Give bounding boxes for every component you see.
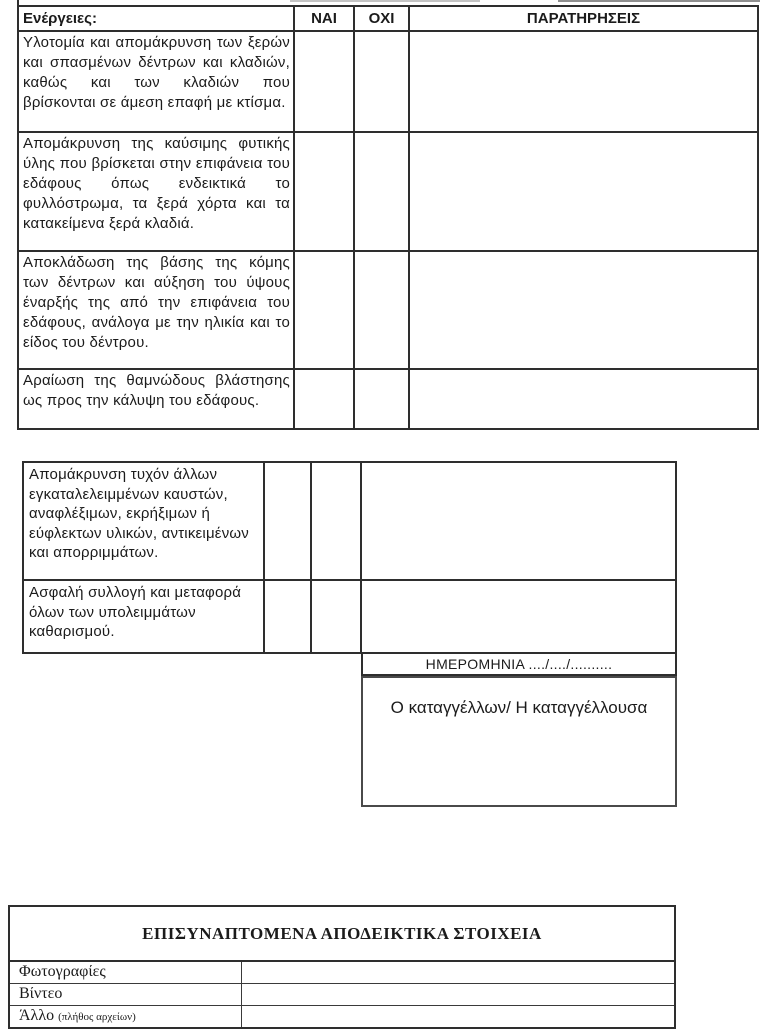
table-row <box>9 1006 675 1029</box>
page-crop-artifact <box>290 0 480 2</box>
no-cell[interactable] <box>354 31 409 132</box>
actions-checklist-table <box>17 5 759 430</box>
header-remarks: ΠΑΡΑΤΗΡΗΣΕΙΣ <box>409 6 758 31</box>
page-crop-artifact <box>558 0 760 2</box>
remarks-cell[interactable] <box>409 31 758 132</box>
evidence-label-other: Άλλο (πλήθος αρχείων) <box>9 1006 241 1029</box>
action-text: Ασφαλή συλλογή και μεταφορά όλων των υπολειμμάτων καθαρισμού. <box>23 580 264 653</box>
yes-cell[interactable] <box>264 462 311 580</box>
action-text: Απομάκρυνση της καύσιμης φυτικής ύλης που βρίσκεται στην επιφάνεια του εδάφους όπως ενδεικτικά το φυλλόστρωμα, τα ξερά χόρτα και τα κατακείμενα ξερά κλαδιά. <box>18 132 294 251</box>
no-cell[interactable] <box>311 462 361 580</box>
table-row <box>23 580 676 653</box>
evidence-label-photos: Φωτογραφίες <box>9 961 241 984</box>
header-no: ΟΧΙ <box>354 6 409 31</box>
no-cell[interactable] <box>311 580 361 653</box>
action-text: Απομάκρυνση τυχόν άλλων εγκαταλελειμμένων καυστών, αναφλέξιμων, εκρήξιμων ή εύφλεκτων υλικών, αντικειμένων και απορριμμάτων. <box>23 462 264 580</box>
remarks-cell[interactable] <box>361 580 676 653</box>
no-cell[interactable] <box>354 132 409 251</box>
table-row <box>18 369 758 429</box>
secondary-checklist-table <box>22 461 677 654</box>
header-actions: Ενέργειες: <box>18 6 294 31</box>
evidence-title: ΕΠΙΣΥΝΑΠΤΟΜΕΝΑ ΑΠΟΔΕΙΚΤΙΚΑ ΣΤΟΙΧΕΙΑ <box>9 906 675 961</box>
table-row <box>18 251 758 369</box>
yes-cell[interactable] <box>294 251 354 369</box>
table-row <box>9 984 675 1006</box>
yes-cell[interactable] <box>294 31 354 132</box>
evidence-value-cell[interactable] <box>241 961 675 984</box>
header-yes: ΝΑΙ <box>294 6 354 31</box>
remarks-cell[interactable] <box>409 369 758 429</box>
remarks-cell[interactable] <box>409 251 758 369</box>
table-row <box>23 462 676 580</box>
yes-cell[interactable] <box>264 580 311 653</box>
action-text: Αραίωση της θαμνώδους βλάστησης ως προς την κάλυψη του εδάφους. <box>18 369 294 429</box>
table-row <box>18 31 758 132</box>
evidence-label-video: Βίντεο <box>9 984 241 1006</box>
action-text: Υλοτομία και απομάκρυνση των ξερών και σπασμένων δέντρων και κλαδιών, καθώς και των κλαδιών που βρίσκονται σε άμεση επαφή με κτίσμα. <box>18 31 294 132</box>
evidence-value-cell[interactable] <box>241 1006 675 1029</box>
table-row <box>9 961 675 984</box>
remarks-cell[interactable] <box>361 462 676 580</box>
yes-cell[interactable] <box>294 132 354 251</box>
evidence-value-cell[interactable] <box>241 984 675 1006</box>
action-text: Αποκλάδωση της βάσης της κόμης των δέντρων και αύξηση του ύψους έναρξής της από την επιφάνεια του εδάφους, ανάλογα με την ηλικία και το είδος του δέντρου. <box>18 251 294 369</box>
yes-cell[interactable] <box>294 369 354 429</box>
table-row <box>18 132 758 251</box>
no-cell[interactable] <box>354 369 409 429</box>
remarks-cell[interactable] <box>409 132 758 251</box>
date-field[interactable]: ΗΜΕΡΟΜΗΝΙΑ ..../..../.......... <box>361 652 677 676</box>
signature-box[interactable] <box>361 676 677 807</box>
no-cell[interactable] <box>354 251 409 369</box>
signature-label: Ο καταγγέλλων/ Η καταγγέλλουσα <box>390 698 648 717</box>
evidence-table <box>8 905 676 1029</box>
